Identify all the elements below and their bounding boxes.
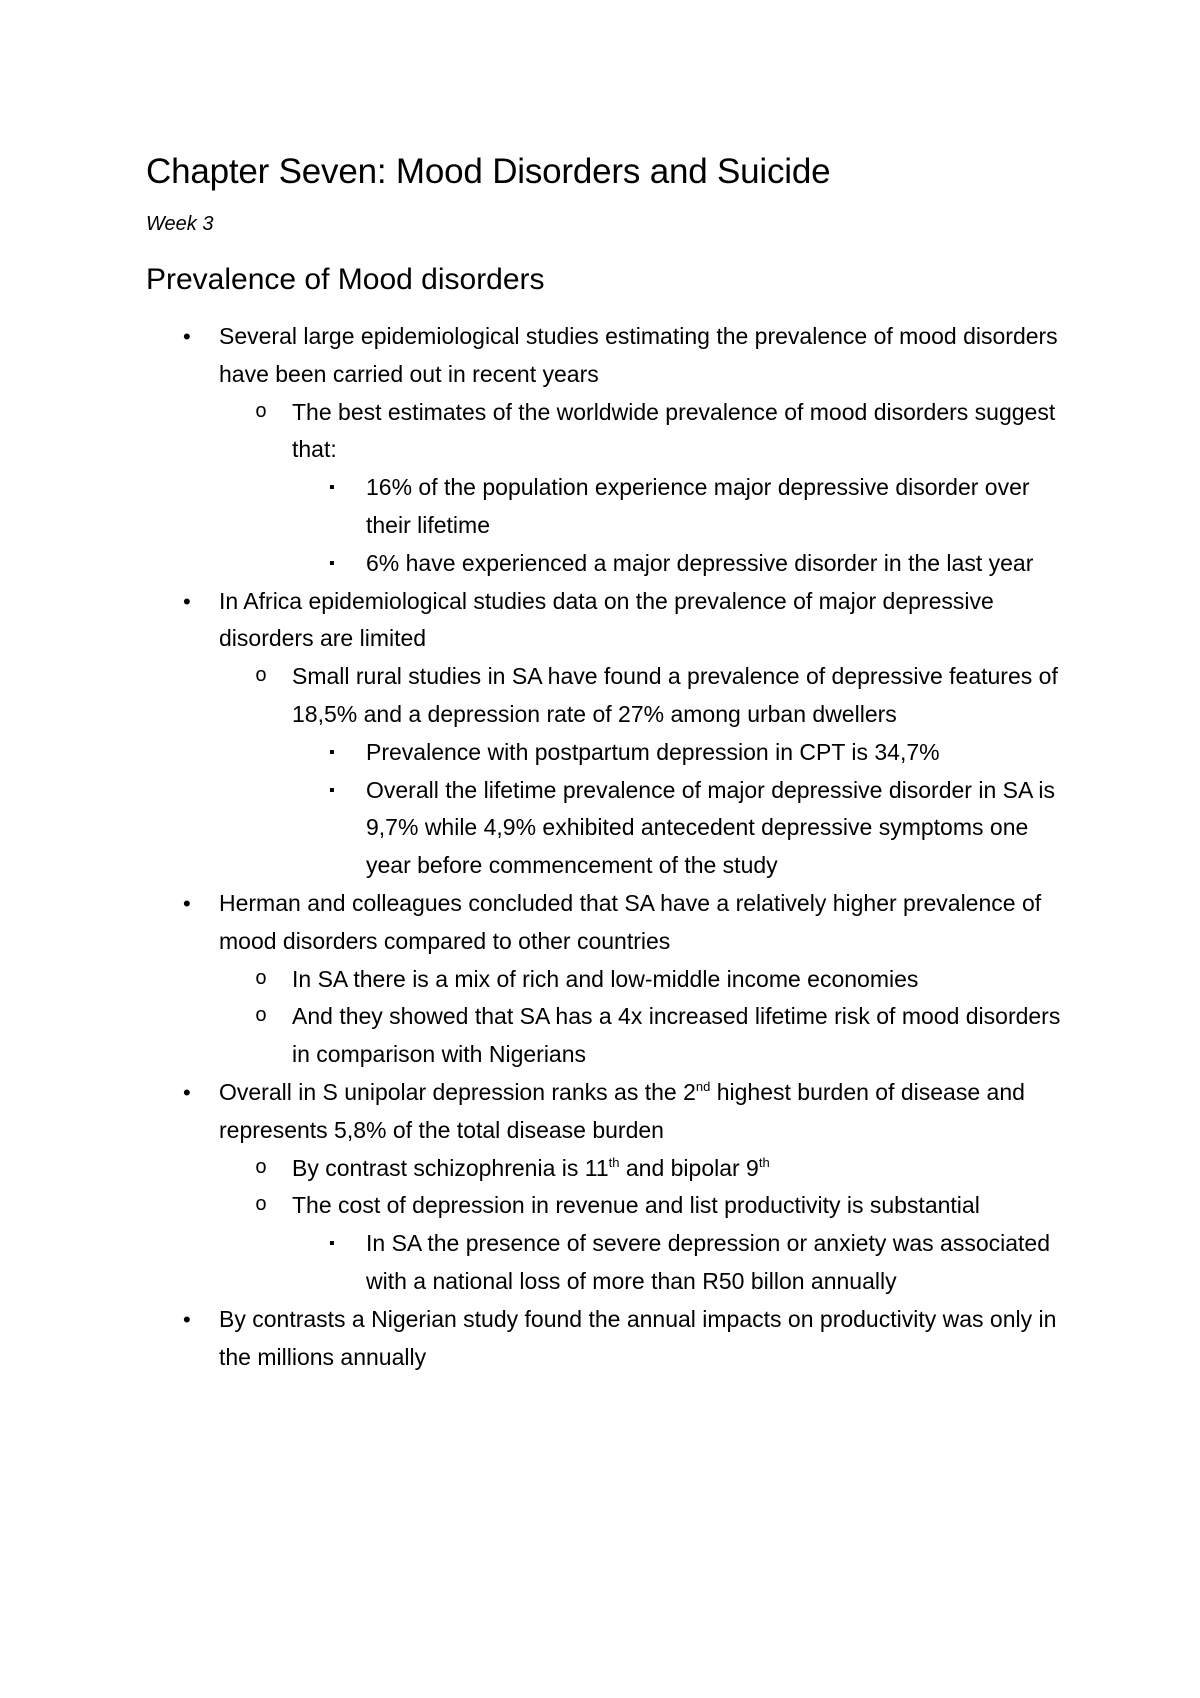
bullet-marker: • <box>183 1079 191 1105</box>
bullet-marker: • <box>183 324 191 349</box>
list-item-level3 <box>146 1225 1066 1301</box>
list-item-level2 <box>146 1150 1066 1188</box>
bullet-marker: ▪ <box>329 781 335 799</box>
list-item-level2 <box>146 998 1066 1074</box>
list-item-text: Several large epidemiological studies estimating the prevalence of mood disorders have been carried out in recent years <box>219 323 1058 387</box>
list-item-text: The best estimates of the worldwide prevalence of mood disorders suggest that: <box>292 398 1056 463</box>
list-item-level3 <box>146 734 1066 772</box>
bullet-marker: ▪ <box>329 554 335 572</box>
bullet-list <box>146 318 1066 1376</box>
list-item-level2 <box>146 658 1066 734</box>
list-item-level2 <box>146 1187 1066 1225</box>
bullet-marker: ▪ <box>329 1235 335 1253</box>
list-item-text: And they showed that SA has a 4x increased lifetime risk of mood disorders in comparison with Nigerians <box>292 1003 1061 1068</box>
list-item-level1 <box>146 583 1066 659</box>
text-run: By contrast schizophrenia is 11 <box>292 1154 609 1181</box>
document-content <box>146 148 1066 1376</box>
list-item-text: Small rural studies in SA have found a prevalence of depressive features of 18,5% and a depression rate of 27% among urban dwellers <box>292 663 1058 727</box>
list-item-text: In Africa epidemiological studies data on the prevalence of major depressive disorders are limited <box>219 587 994 652</box>
text-run: Overall in S unipolar depression ranks as the 2 <box>219 1078 696 1105</box>
bullet-marker: ▪ <box>329 743 335 761</box>
bullet-marker: • <box>183 1306 191 1332</box>
week-label: Week 3 <box>146 213 214 235</box>
list-item-level1 <box>146 1301 1066 1377</box>
list-item-text: Prevalence with postpartum depression in CPT is 34,7% <box>366 738 940 765</box>
list-item-text: Herman and colleagues concluded that SA have a relatively higher prevalence of mood disorders compared to other countries <box>219 889 1042 954</box>
chapter-title: Chapter Seven: Mood Disorders and Suicide <box>146 152 831 191</box>
list-item-text <box>219 1079 1025 1143</box>
bullet-marker: o <box>255 665 268 689</box>
bullet-marker: • <box>183 890 191 916</box>
superscript: th <box>758 1154 770 1170</box>
bullet-marker: o <box>255 400 268 424</box>
section-heading: Prevalence of Mood disorders <box>146 263 545 296</box>
superscript: nd <box>695 1078 711 1094</box>
list-item-text: In SA there is a mix of rich and low-middle income economies <box>292 965 919 992</box>
text-run: and bipolar 9 <box>619 1154 759 1181</box>
list-item-level2 <box>146 394 1066 470</box>
bullet-marker: o <box>255 967 268 991</box>
list-item-level3 <box>146 545 1066 583</box>
list-item-level1 <box>146 1074 1066 1150</box>
bullet-marker: o <box>255 1156 268 1180</box>
list-item-level3 <box>146 469 1066 545</box>
bullet-marker: o <box>255 1194 268 1218</box>
bullet-marker: o <box>255 1005 268 1029</box>
list-item-text: The cost of depression in revenue and list productivity is substantial <box>292 1192 980 1219</box>
list-item-level3 <box>146 772 1066 885</box>
superscript: th <box>608 1154 620 1170</box>
list-item-text: In SA the presence of severe depression or anxiety was associated with a national loss of more than R50 billon annually <box>366 1230 1051 1294</box>
list-item-text: 16% of the population experience major depressive disorder over their lifetime <box>366 474 1030 538</box>
list-item-level2 <box>146 961 1066 999</box>
bullet-marker: ▪ <box>329 479 335 497</box>
list-item-text: 6% have experienced a major depressive disorder in the last year <box>366 549 1034 576</box>
list-item-text: Overall the lifetime prevalence of major depressive disorder in SA is 9,7% while 4,9% exhibited antecedent depressive symptoms one year before commencement of the study <box>366 776 1056 879</box>
list-item-level1 <box>146 885 1066 961</box>
list-item-level1 <box>146 318 1066 394</box>
list-item-text <box>292 1155 770 1181</box>
bullet-marker: • <box>183 588 191 614</box>
text-run: highest burden of disease and represents 5,8% of the total disease burden <box>219 1078 1025 1143</box>
list-item-text: By contrasts a Nigerian study found the annual impacts on productivity was only in the millions annually <box>219 1305 1057 1370</box>
